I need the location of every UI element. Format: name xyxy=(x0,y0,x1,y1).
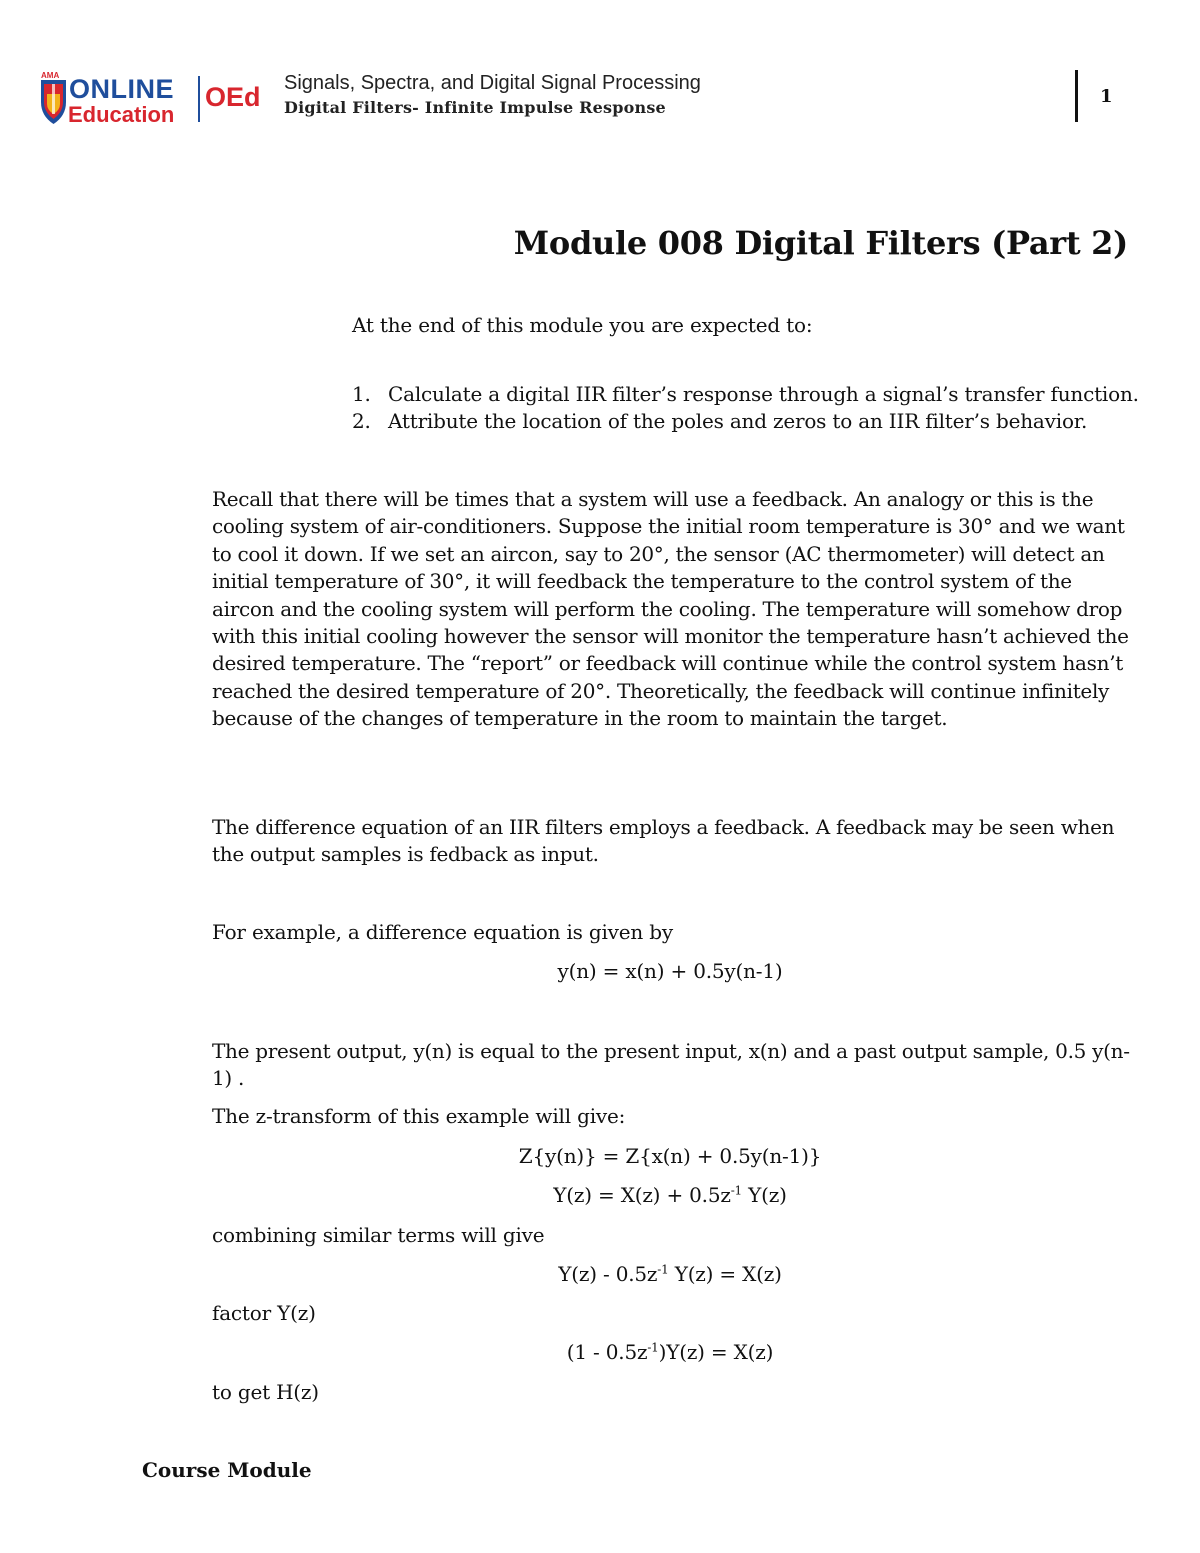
objectives-intro: At the end of this module you are expected to: xyxy=(352,313,813,337)
equation-exponent: -1 xyxy=(647,1340,659,1355)
equation-part: Y(z) = X(z) xyxy=(668,1262,782,1286)
footer-label: Course Module xyxy=(142,1458,312,1482)
course-title: Signals, Spectra, and Digital Signal Processing xyxy=(284,72,701,94)
page-number: 1 xyxy=(1100,86,1113,107)
equation-part: Y(z) xyxy=(742,1183,787,1207)
combining-text: combining similar terms will give xyxy=(212,1223,545,1247)
header-divider xyxy=(1075,70,1078,122)
equation-z-transform: Z{y(n)} = Z{x(n) + 0.5y(n-1)} xyxy=(518,1144,822,1168)
equation-factored xyxy=(0,1340,1200,1364)
equation-difference: y(n) = x(n) + 0.5y(n-1) xyxy=(557,959,783,983)
objective-text: Attribute the location of the poles and zeros to an IIR filter’s behavior. xyxy=(388,409,1088,433)
example-intro: For example, a difference equation is given by xyxy=(212,920,673,944)
equation-expanded xyxy=(0,1183,1200,1207)
objective-number: 2. xyxy=(352,409,371,433)
equation-exponent: -1 xyxy=(730,1183,742,1198)
equation-part: (1 - 0.5z xyxy=(566,1340,648,1364)
shield-icon xyxy=(41,80,66,124)
to-get-text: to get H(z) xyxy=(212,1380,319,1404)
objective-item xyxy=(352,381,1139,408)
online-education-logo xyxy=(38,70,270,126)
logo-small-text: AMA xyxy=(41,71,60,80)
objective-item xyxy=(352,408,1139,435)
equation-combined xyxy=(0,1262,1200,1286)
equation-part: )Y(z) = X(z) xyxy=(658,1340,774,1364)
z-transform-intro: The z-transform of this example will give: xyxy=(212,1104,626,1128)
logo-education-text: Education xyxy=(68,102,175,126)
objective-text: Calculate a digital IIR filter’s response through a signal’s transfer function. xyxy=(388,382,1139,406)
difference-paragraph: The difference equation of an IIR filters employs a feedback. A feedback may be seen when the output samples is fedback as input. xyxy=(212,815,1115,867)
logo-divider xyxy=(198,76,200,122)
equation-part: Y(z) = X(z) + 0.5z xyxy=(553,1183,731,1207)
objectives-list xyxy=(352,381,1139,435)
recall-paragraph: Recall that there will be times that a system will use a feedback. An analogy or this is the cooling system of air-conditioners. Suppose the initial room temperature is 30° and we want to cool it down. If we set an aircon, say to 20°, the sensor (AC thermometer) will detect an initial temperature of 30°, it will feedback the temperature to the control system of the aircon and the cooling system will perform the cooling. The temperature will somehow drop with this initial cooling however the sensor will monitor the temperature hasn’t achieved the desired temperature. The “report” or feedback will continue while the control system hasn’t reached the desired temperature of 20°. Theoretically, the feedback will continue infinitely because of the changes of temperature in the room to maintain the target. xyxy=(212,487,1129,731)
factor-text: factor Y(z) xyxy=(212,1301,316,1325)
equation-exponent: -1 xyxy=(657,1262,669,1277)
logo-online-text: ONLINE xyxy=(69,74,175,104)
page-header xyxy=(0,0,1200,140)
objective-number: 1. xyxy=(352,382,371,406)
present-output-paragraph: The present output, y(n) is equal to the present input, x(n) and a past output sample, 0.5 y(n-1) . xyxy=(212,1039,1130,1091)
equation-part: Y(z) - 0.5z xyxy=(558,1262,658,1286)
module-title: Module 008 Digital Filters (Part 2) xyxy=(513,224,1128,262)
logo-oed-badge: OEd xyxy=(205,82,261,112)
topic-subtitle: Digital Filters- Infinite Impulse Response xyxy=(284,98,666,117)
